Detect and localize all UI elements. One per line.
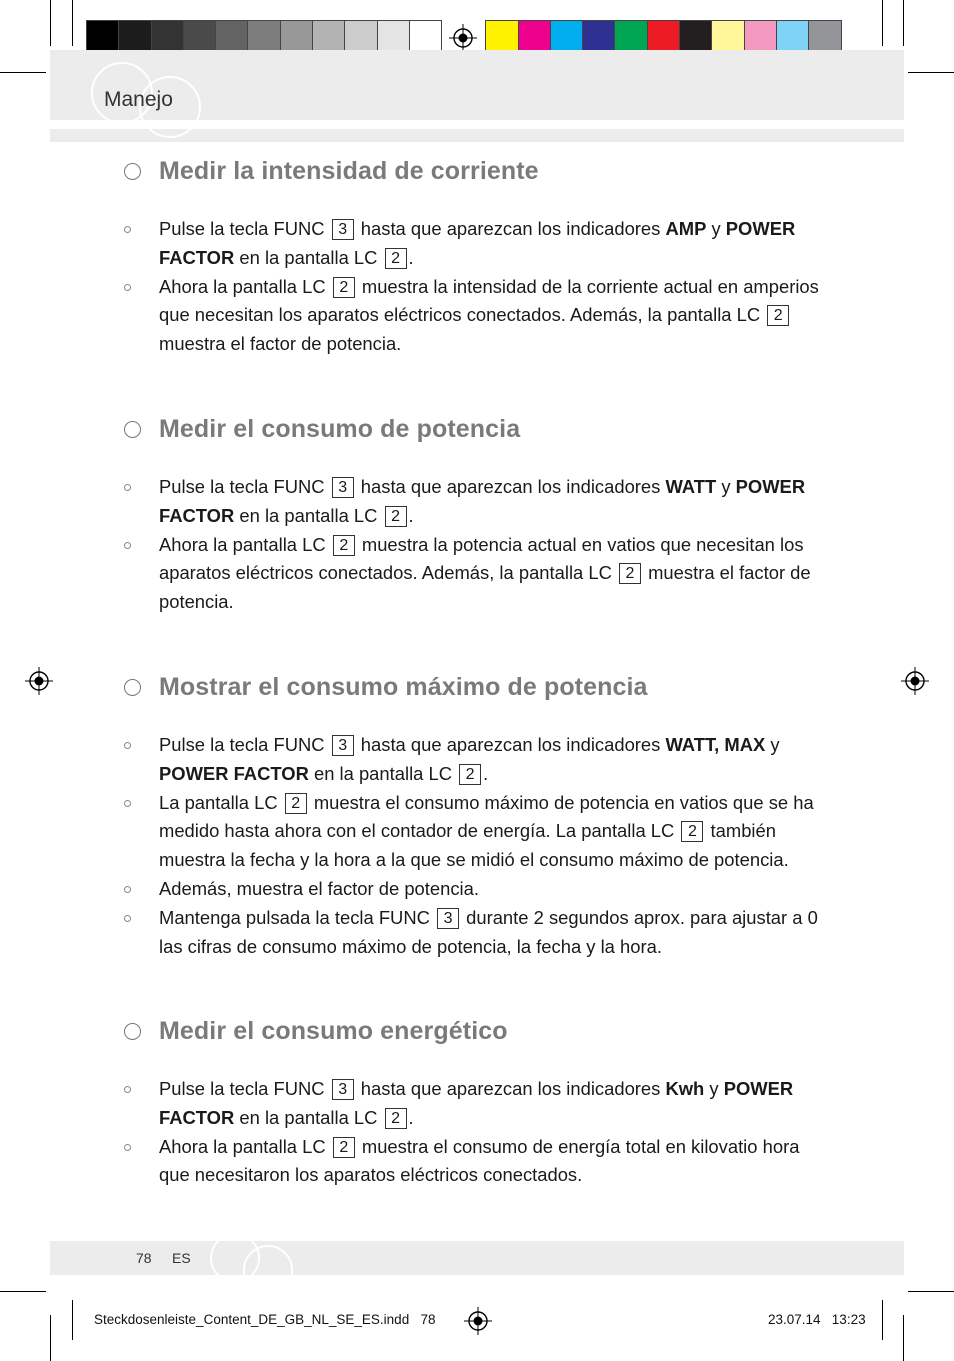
body-text: durante 2 segundos aprox. para ajustar a 0 las cifras de consumo máximo de potencia, la fecha y la hora. bbox=[159, 906, 818, 957]
crop-mark bbox=[882, 0, 883, 46]
heading-bullet-icon bbox=[124, 163, 141, 180]
body-text: Mantenga pulsada la tecla FUNC bbox=[159, 906, 436, 928]
list-item bbox=[124, 215, 834, 273]
language-code: ES bbox=[172, 1250, 191, 1266]
list-bullet-icon bbox=[124, 226, 131, 233]
reference-number: 2 bbox=[333, 1137, 355, 1158]
body-text: Ahora la pantalla LC bbox=[159, 1135, 331, 1157]
body-text: hasta que aparezcan los indicadores bbox=[355, 476, 666, 497]
reference-number: 2 bbox=[619, 563, 641, 584]
instruction-list bbox=[124, 731, 834, 961]
body-text: también muestra la fecha y la hora a la que se midió el consumo máximo de potencia. bbox=[159, 820, 789, 871]
section-heading-text: Medir la intensidad de corriente bbox=[159, 157, 539, 185]
list-item bbox=[124, 1133, 834, 1191]
list-bullet-icon bbox=[124, 915, 131, 922]
page-number: 78 bbox=[136, 1250, 152, 1266]
crop-mark bbox=[882, 1300, 883, 1340]
body-text: y bbox=[706, 218, 726, 239]
crop-mark bbox=[50, 0, 51, 46]
instruction-list bbox=[124, 473, 834, 617]
crop-mark bbox=[903, 1315, 904, 1361]
instruction-list bbox=[124, 1075, 834, 1190]
indicator-label: POWER FACTOR bbox=[159, 1078, 794, 1128]
list-item bbox=[124, 473, 834, 531]
body-text: Ahora la pantalla LC bbox=[159, 533, 331, 555]
registration-mark-icon bbox=[901, 667, 929, 695]
body-text: muestra el consumo de energía total en kilovatio hora que necesitaron los aparatos eléctricos conectados. bbox=[159, 1135, 800, 1186]
list-bullet-icon bbox=[124, 542, 131, 549]
body-text: Además, muestra el factor de potencia. bbox=[159, 877, 479, 899]
list-bullet-icon bbox=[124, 800, 131, 807]
heading-bullet-icon bbox=[124, 679, 141, 696]
indicator-label: AMP bbox=[665, 218, 707, 239]
reference-number: 2 bbox=[333, 277, 355, 298]
body-text: Pulse la tecla FUNC bbox=[159, 734, 330, 755]
body-text: muestra el consumo máximo de potencia en vatios que se ha medido hasta ahora con el contador de energía. La pantalla LC bbox=[159, 791, 814, 842]
list-item bbox=[124, 904, 834, 962]
body-text: . bbox=[408, 246, 414, 268]
list-bullet-icon bbox=[124, 742, 131, 749]
list-item bbox=[124, 875, 834, 904]
body-text: La pantalla LC bbox=[159, 791, 283, 813]
crop-mark bbox=[50, 1315, 51, 1361]
body-text: muestra el factor de potencia. bbox=[159, 333, 402, 355]
section-heading bbox=[124, 673, 648, 702]
reference-number: 2 bbox=[385, 506, 407, 527]
crop-mark bbox=[0, 1291, 46, 1292]
body-text: muestra la intensidad de la corriente actual en amperios que necesitan los aparatos eléctricos conectados. Además, la pantalla LC bbox=[159, 275, 819, 326]
body-text: Ahora la pantalla LC bbox=[159, 275, 331, 297]
list-bullet-icon bbox=[124, 484, 131, 491]
reference-number: 3 bbox=[332, 735, 354, 756]
section-heading bbox=[124, 157, 539, 186]
reference-number: 2 bbox=[767, 305, 789, 326]
section-heading-text: Medir el consumo de potencia bbox=[159, 415, 521, 443]
reference-number: 3 bbox=[437, 908, 459, 929]
page-section-title: Manejo bbox=[104, 88, 173, 111]
body-text: y bbox=[716, 476, 736, 497]
registration-mark-icon bbox=[25, 667, 53, 695]
body-text: Pulse la tecla FUNC bbox=[159, 218, 330, 239]
body-text: y bbox=[765, 734, 780, 755]
heading-bullet-icon bbox=[124, 1023, 141, 1040]
list-bullet-icon bbox=[124, 1144, 131, 1151]
list-bullet-icon bbox=[124, 886, 131, 893]
file-slug: Steckdosenleiste_Content_DE_GB_NL_SE_ES.indd 78 bbox=[94, 1312, 436, 1327]
body-text: muestra el factor de potencia. bbox=[159, 562, 811, 613]
list-item bbox=[124, 273, 834, 359]
body-text: en la pantalla LC bbox=[234, 504, 383, 526]
crop-mark bbox=[908, 72, 954, 73]
indicator-label: Kwh bbox=[665, 1078, 705, 1099]
body-text: Pulse la tecla FUNC bbox=[159, 1078, 330, 1099]
reference-number: 2 bbox=[333, 535, 355, 556]
crop-mark bbox=[72, 0, 73, 46]
body-text: . bbox=[408, 1106, 414, 1128]
section-heading-text: Mostrar el consumo máximo de potencia bbox=[159, 673, 648, 701]
indicator-label: POWER FACTOR bbox=[159, 762, 309, 784]
reference-number: 3 bbox=[332, 219, 354, 240]
section-heading bbox=[124, 415, 520, 444]
body-text: . bbox=[408, 504, 414, 526]
reference-number: 2 bbox=[385, 1108, 407, 1129]
body-text: hasta que aparezcan los indicadores bbox=[355, 218, 666, 239]
reference-number: 2 bbox=[459, 764, 481, 785]
reference-number: 2 bbox=[385, 248, 407, 269]
decorative-circles-icon bbox=[200, 1228, 300, 1288]
indicator-label: WATT, MAX bbox=[665, 734, 766, 755]
registration-mark-icon bbox=[464, 1307, 492, 1335]
indicator-label: POWER FACTOR bbox=[159, 218, 796, 268]
reference-number: 3 bbox=[332, 1079, 354, 1100]
body-text: hasta que aparezcan los indicadores bbox=[355, 1078, 666, 1099]
section-heading bbox=[124, 1017, 508, 1046]
date-slug: 23.07.14 13:23 bbox=[768, 1312, 866, 1327]
body-text: Pulse la tecla FUNC bbox=[159, 476, 330, 497]
body-text: y bbox=[704, 1078, 724, 1099]
heading-bullet-icon bbox=[124, 421, 141, 438]
list-item bbox=[124, 1075, 834, 1133]
crop-mark bbox=[0, 72, 46, 73]
reference-number: 2 bbox=[285, 793, 307, 814]
body-text: . bbox=[483, 762, 489, 784]
list-item bbox=[124, 789, 834, 875]
body-text: en la pantalla LC bbox=[234, 246, 383, 268]
body-text: hasta que aparezcan los indicadores bbox=[355, 734, 666, 755]
body-text: muestra la potencia actual en vatios que necesitan los aparatos eléctricos conectados. Además, la pantalla LC bbox=[159, 533, 804, 584]
crop-mark bbox=[72, 1300, 73, 1340]
indicator-label: POWER FACTOR bbox=[159, 476, 806, 526]
reference-number: 3 bbox=[332, 477, 354, 498]
indicator-label: WATT bbox=[665, 476, 717, 497]
body-text: en la pantalla LC bbox=[234, 1106, 383, 1128]
body-text: en la pantalla LC bbox=[308, 762, 458, 784]
instruction-list bbox=[124, 215, 834, 359]
crop-mark bbox=[903, 0, 904, 46]
reference-number: 2 bbox=[681, 821, 703, 842]
list-item bbox=[124, 731, 834, 789]
list-bullet-icon bbox=[124, 1086, 131, 1093]
list-item bbox=[124, 531, 834, 617]
crop-mark bbox=[908, 1291, 954, 1292]
section-heading-text: Medir el consumo energético bbox=[159, 1017, 508, 1045]
list-bullet-icon bbox=[124, 284, 131, 291]
